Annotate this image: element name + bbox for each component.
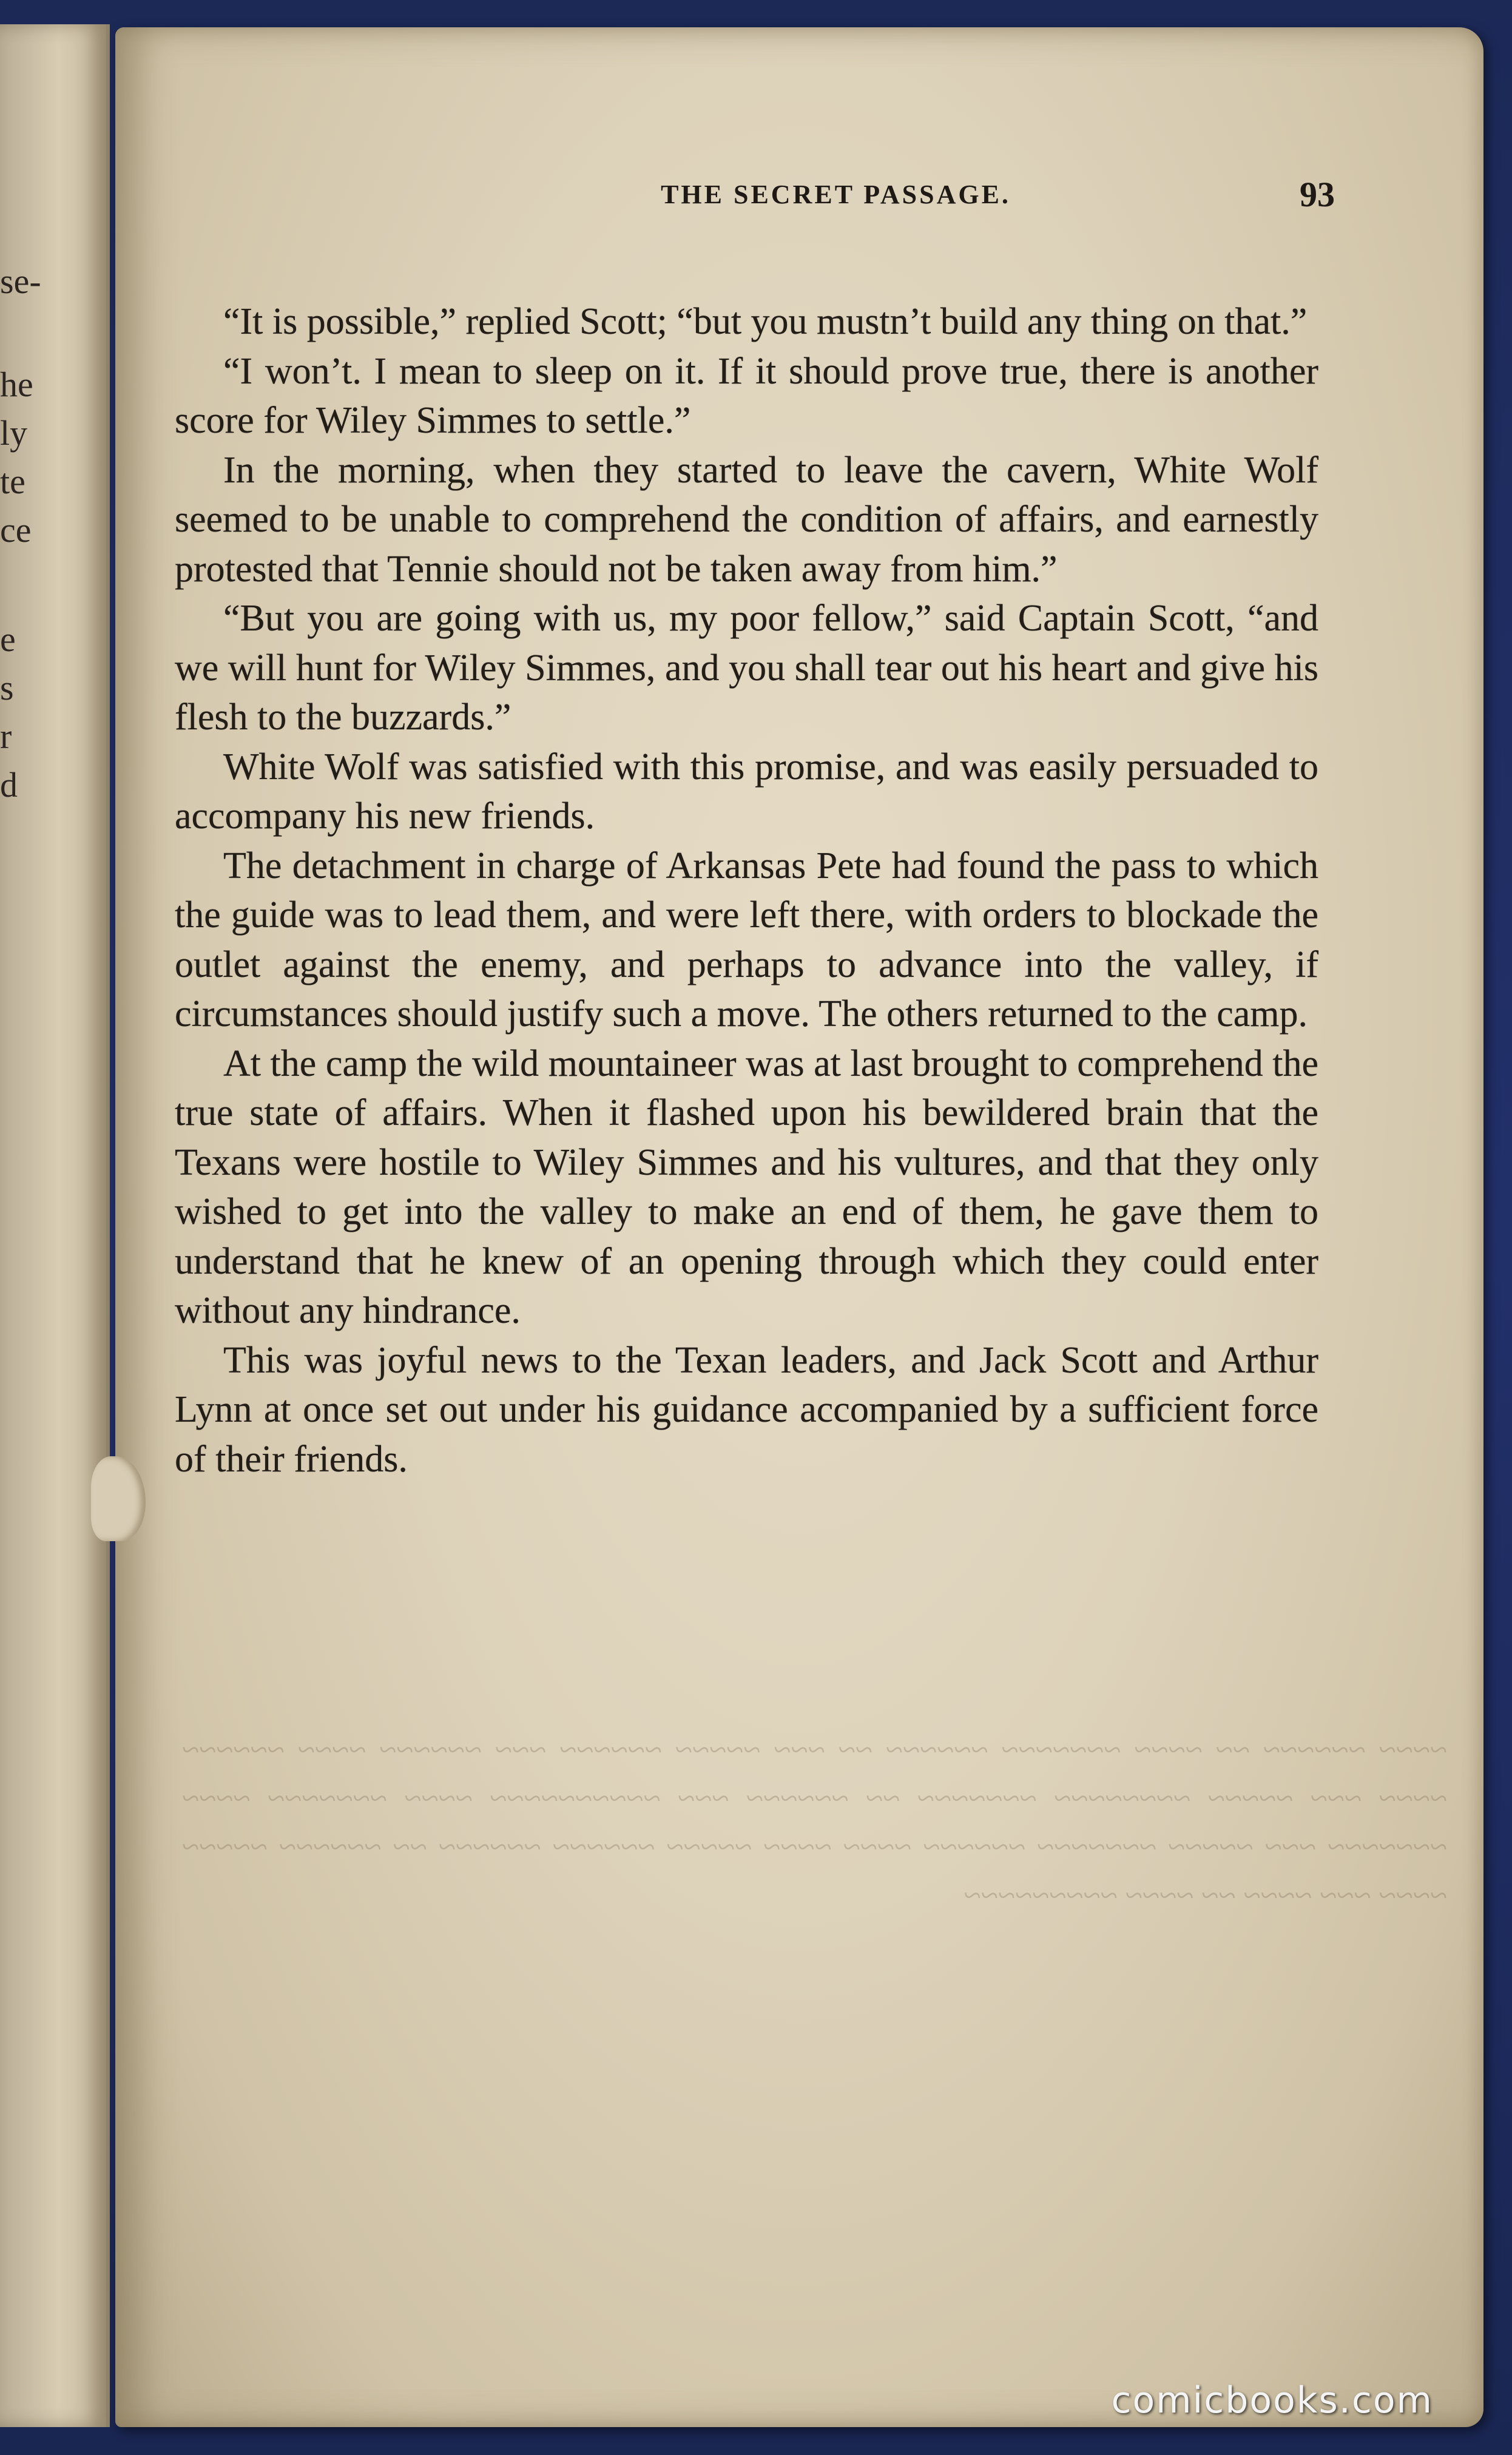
paragraph: In the morning, when they started to leave the cavern, White Wolf seemed to be unable to comprehend the condition of affairs, and earnestly protested that Tennie should not be taken away from him.” [175,449,1318,590]
body-text [175,297,1318,1484]
bleed-through-text: ~~~~ ~~~~~~ ~~ ~~~~ ~~~~~~~ ~~~~~~ ~~ ~~~ ~~~~~ ~~~~~~ ~~~ ~~~~~~ ~~~~ ~~~~~~ ~~~~ ~~~ ~~~~~ ~~~~~~~~ ~~~~~~~ ~~ ~~~~~~ ~~~ ~~~~~~~~~~ ~~~~ ~~~~~~~ ~~~~ ~~~~~~~ ~~~ ~~~~~ ~~~~~~~ ~~~~~~ ~~~~ ~~~~ ~~~~~ ~~~~~~ ~~~~~~ ~~ ~~~~~~ ~~~~~ ~~~~ ~~~ ~~~~ ~~ ~~~~ ~~~~~~~~~ [182,1733,1447,1913]
left-page-fragment: d [0,765,18,805]
left-page-fragment: ce [0,510,32,550]
paragraph: “But you are going with us, my poor fellow,” said Captain Scott, “and we will hunt for Wiley Simmes, and you shall tear out his heart and give his flesh to the buzzards.” [175,598,1318,738]
page-number: 93 [1300,175,1335,214]
previous-page-edge [0,24,110,2427]
book-page [115,27,1483,2427]
left-page-fragment: e [0,620,16,659]
watermark: comicbooks.com [1111,2379,1433,2422]
left-page-fragment: se- [0,262,41,301]
paragraph: White Wolf was satisfied with this promise, and was easily persuaded to accompany his new friends. [175,746,1318,837]
paragraph: At the camp the wild mountaineer was at last brought to comprehend the true state of affairs. When it flashed upon his bewildered brain that the Texans were hostile to Wiley Simmes and his vultures, and that they only wished to get into the valley to make an end of them, he gave them to understand that he knew of an opening through which they could enter without any hindrance. [175,1042,1318,1331]
left-page-fragment: s [0,668,14,707]
left-page-fragment: r [0,717,12,756]
left-page-fragment: ly [0,413,28,453]
paragraph: “It is possible,” replied Scott; “but you mustn’t build any thing on that.” [223,301,1308,342]
left-page-fragment: te [0,462,25,501]
page-header [115,175,1483,228]
left-page-fragment: he [0,365,33,404]
paragraph: This was joyful news to the Texan leaders, and Jack Scott and Arthur Lynn at once set out under his guidance accompanied by a sufficient force of their friends. [175,1339,1318,1480]
paragraph: “I won’t. I mean to sleep on it. If it should prove true, there is another score for Wiley Simmes to settle.” [175,350,1318,441]
running-head: THE SECRET PASSAGE. [661,180,1011,209]
paragraph: The detachment in charge of Arkansas Pete had found the pass to which the guide was to lead them, and were left there, with orders to blockade the outlet against the enemy, and perhaps to advance into the valley, if circumstances should justify such a move. The others returned to the camp. [175,845,1318,1035]
